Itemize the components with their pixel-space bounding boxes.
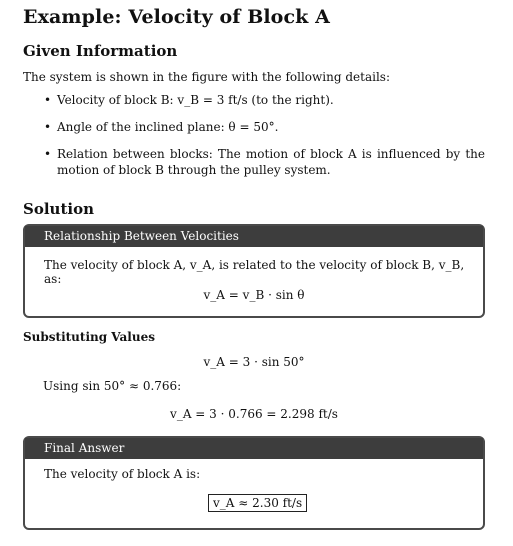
- substitution-equation-2: v_A = 3 · 0.766 = 2.298 ft/s: [170, 407, 338, 421]
- given-intro: The system is shown in the figure with the following details:: [23, 70, 390, 84]
- list-item: [23, 119, 485, 135]
- given-heading: Given Information: [23, 42, 178, 60]
- relationship-box: [23, 224, 485, 318]
- relationship-box-title: Relationship Between Velocities: [25, 226, 483, 247]
- given-bullet-1: Velocity of block B: v_B = 3 ft/s (to the right).: [57, 93, 334, 107]
- list-item: [23, 92, 485, 108]
- page-title: Example: Velocity of Block A: [23, 6, 330, 28]
- final-answer-box: [23, 436, 485, 530]
- given-bullet-2: Angle of the inclined plane: θ = 50°.: [57, 120, 279, 134]
- bullet-icon: •: [44, 93, 52, 107]
- given-bullet-3: Relation between blocks: The motion of block A is influenced by the motion of block B through the pulley system.: [57, 147, 485, 177]
- final-answer-box-title: Final Answer: [25, 438, 483, 459]
- using-approximation-text: Using sin 50° ≈ 0.766:: [43, 379, 182, 393]
- bullet-icon: •: [44, 120, 52, 134]
- bullet-icon: •: [44, 147, 52, 161]
- final-answer-text: The velocity of block A is:: [44, 467, 201, 481]
- list-item: [23, 146, 485, 178]
- final-answer-value: v_A ≈ 2.30 ft/s: [208, 494, 307, 512]
- given-list: [23, 92, 485, 189]
- substituting-heading: Substituting Values: [23, 330, 155, 344]
- substitution-equation-1: v_A = 3 · sin 50°: [203, 355, 305, 369]
- solution-heading: Solution: [23, 200, 94, 218]
- relationship-equation: v_A = v_B · sin θ: [203, 288, 305, 302]
- relationship-text: The velocity of block A, v_A, is related to the velocity of block B, v_B, as:: [44, 258, 465, 286]
